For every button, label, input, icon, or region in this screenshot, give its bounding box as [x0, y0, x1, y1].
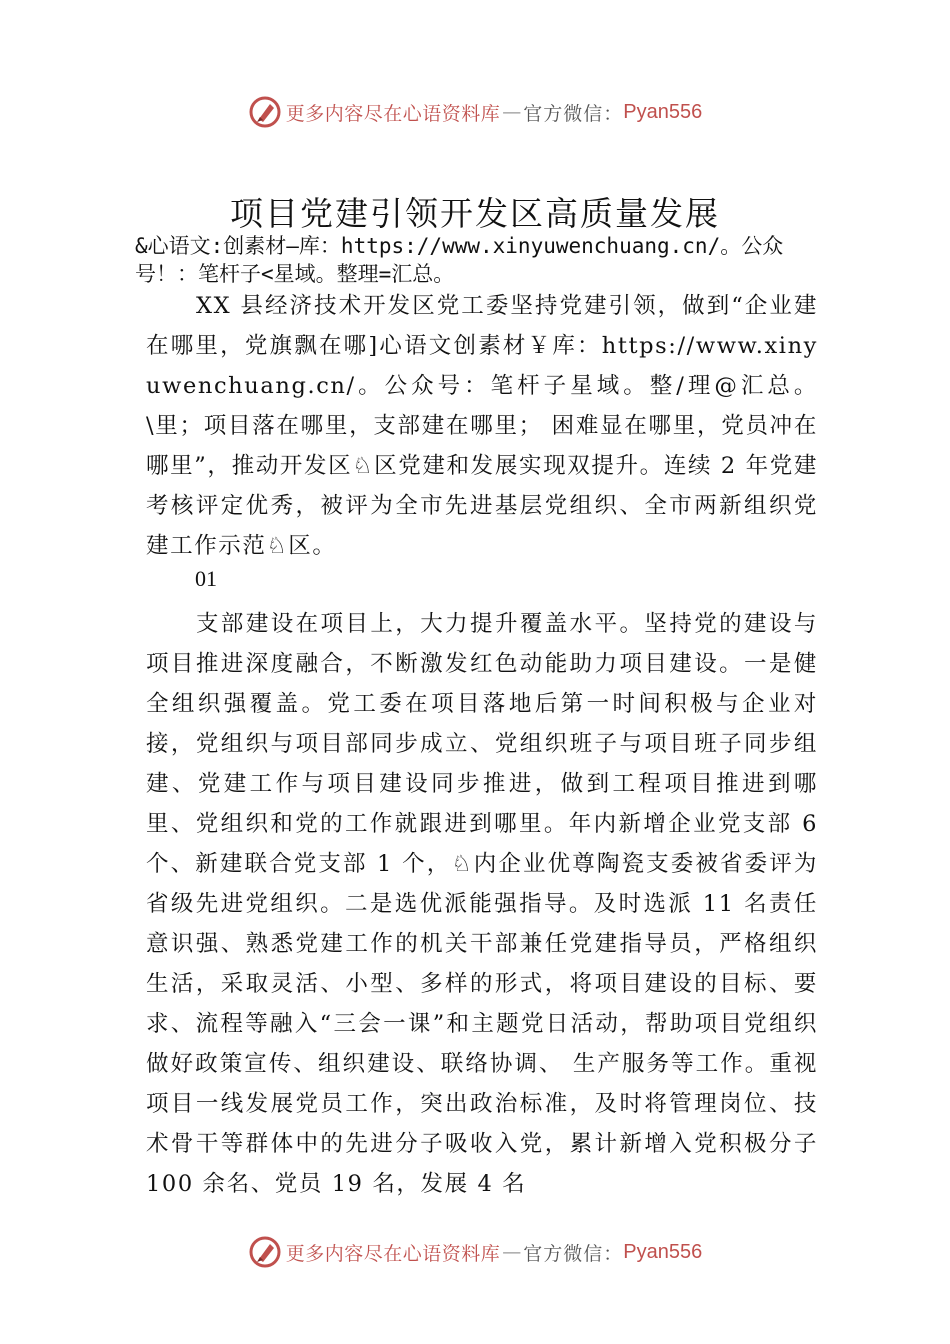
pen-nib-logo-icon — [248, 1235, 282, 1269]
footer-wechat-id: Pyan556 — [623, 1240, 703, 1263]
header-banner-text: 更多内容尽在心语资料库 — [285, 102, 501, 125]
header-banner — [0, 92, 950, 132]
paragraph-section-1: 支部建设在项目上，大力提升覆盖水平。坚持党的建设与项目推进深度融合，不断激发红色动能助力项目建设。一是健全组织强覆盖。党工委在项目落地后第一时间积极与企业对接，党组织与项目部同步成立、党组织班子与项目班子同步组建、党建工作与项目建设同步推进，做到工程项目推进到哪里、党组织和党的工作就跟进到哪里。年内新增企业党支部 6 个、新建联合党支部 1 个，♘内企业优尊陶瓷支委被省委评为省级先进党组织。二是选优派能强指导。及时选派 11 名责任意识强、熟悉党建工作的机关干部兼任党建指导员，严格组织生活，采取灵活、小型、多样的形式，将项目建设的目标、要求、流程等融入“三会一课”和主题党日活动，帮助项目党组织做好政策宣传、组织建设、联络协调、 生产服务等工作。重视项目一线发展党员工作，突出政治标准，及时将管理岗位、技术骨干等群体中的先进分子吸收入党，累计新增入党积极分子 100 余名、党员 19 名，发展 4 名 — [146, 611, 818, 1197]
footer-wechat-label: 官方微信： — [523, 1242, 624, 1265]
paragraph-intro: XX 县经济技术开发区党工委坚持党建引领，做到“企业建在哪里，党旗飘在哪]心语文创素材￥库：https://www.xinyuwenchuang.cn/。公众号：笔杆子星域。整/理@汇总。\里；项目落在哪里，支部建在哪里； 困难显在哪里，党员冲在哪里”，推动开发区♘区党建和发展实现双提升。连续 2 年党建考核评定优秀，被评为全市先进基层党组织、全市两新组织党建工作示范♘区。 — [146, 293, 818, 559]
header-banner-content — [248, 95, 703, 129]
header-wechat-label: 官方微信： — [523, 102, 624, 125]
footer-banner-text: 更多内容尽在心语资料库 — [285, 1242, 501, 1265]
footer-banner — [0, 1232, 950, 1272]
document-title: 项目党建引领开发区高质量发展 — [230, 194, 720, 233]
footer-banner-content — [248, 1235, 703, 1269]
source-note: &心语文:创素材—库：https://www.xinyuwenchuang.cn/。公众号！：笔杆子<星域。整理=汇总。 — [135, 234, 784, 286]
header-wechat-id: Pyan556 — [623, 100, 703, 123]
section-number: 01 — [195, 566, 217, 591]
pen-nib-logo-icon — [248, 95, 282, 129]
footer-banner-separator: — — [502, 1241, 522, 1263]
header-banner-separator: — — [502, 101, 522, 123]
